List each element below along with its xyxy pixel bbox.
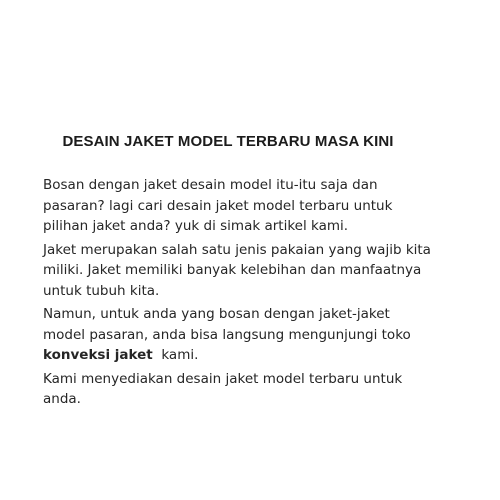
text-line: pasaran? lagi cari desain jaket model terbaru untuk xyxy=(43,197,393,214)
text-line: pilihan jaket anda? yuk di simak artikel kami. xyxy=(43,218,349,234)
text-line: Kami menyediakan desain jaket model terbaru untuk xyxy=(43,370,403,387)
article-body xyxy=(43,175,443,413)
text-line-with-keyword xyxy=(43,345,443,366)
text-line: untuk tubuh kita. xyxy=(43,282,160,299)
text-line: Jaket merupakan salah satu jenis pakaian yang wajib kita xyxy=(43,241,431,258)
article-title: DESAIN JAKET MODEL TERBARU MASA KINI xyxy=(62,133,394,150)
text-line: anda. xyxy=(43,391,81,407)
text-line: Bosan dengan jaket desain model itu-itu saja dan xyxy=(43,177,378,193)
text-line: model pasaran, anda bisa langsung mengunjungi toko xyxy=(43,326,411,343)
paragraph-closing xyxy=(43,369,443,410)
text-line: miliki. Jaket memiliki banyak kelebihan dan manfaatnya xyxy=(43,262,422,278)
paragraph-intro xyxy=(43,175,443,237)
paragraph-visit-store xyxy=(43,304,443,366)
text-line: Namun, untuk anda yang bosan dengan jaket-jaket xyxy=(43,306,390,322)
text-fragment: kami. xyxy=(152,347,199,363)
paragraph-jacket-description xyxy=(43,240,443,302)
keyword-konveksi-jaket: konveksi jaket xyxy=(43,347,153,363)
